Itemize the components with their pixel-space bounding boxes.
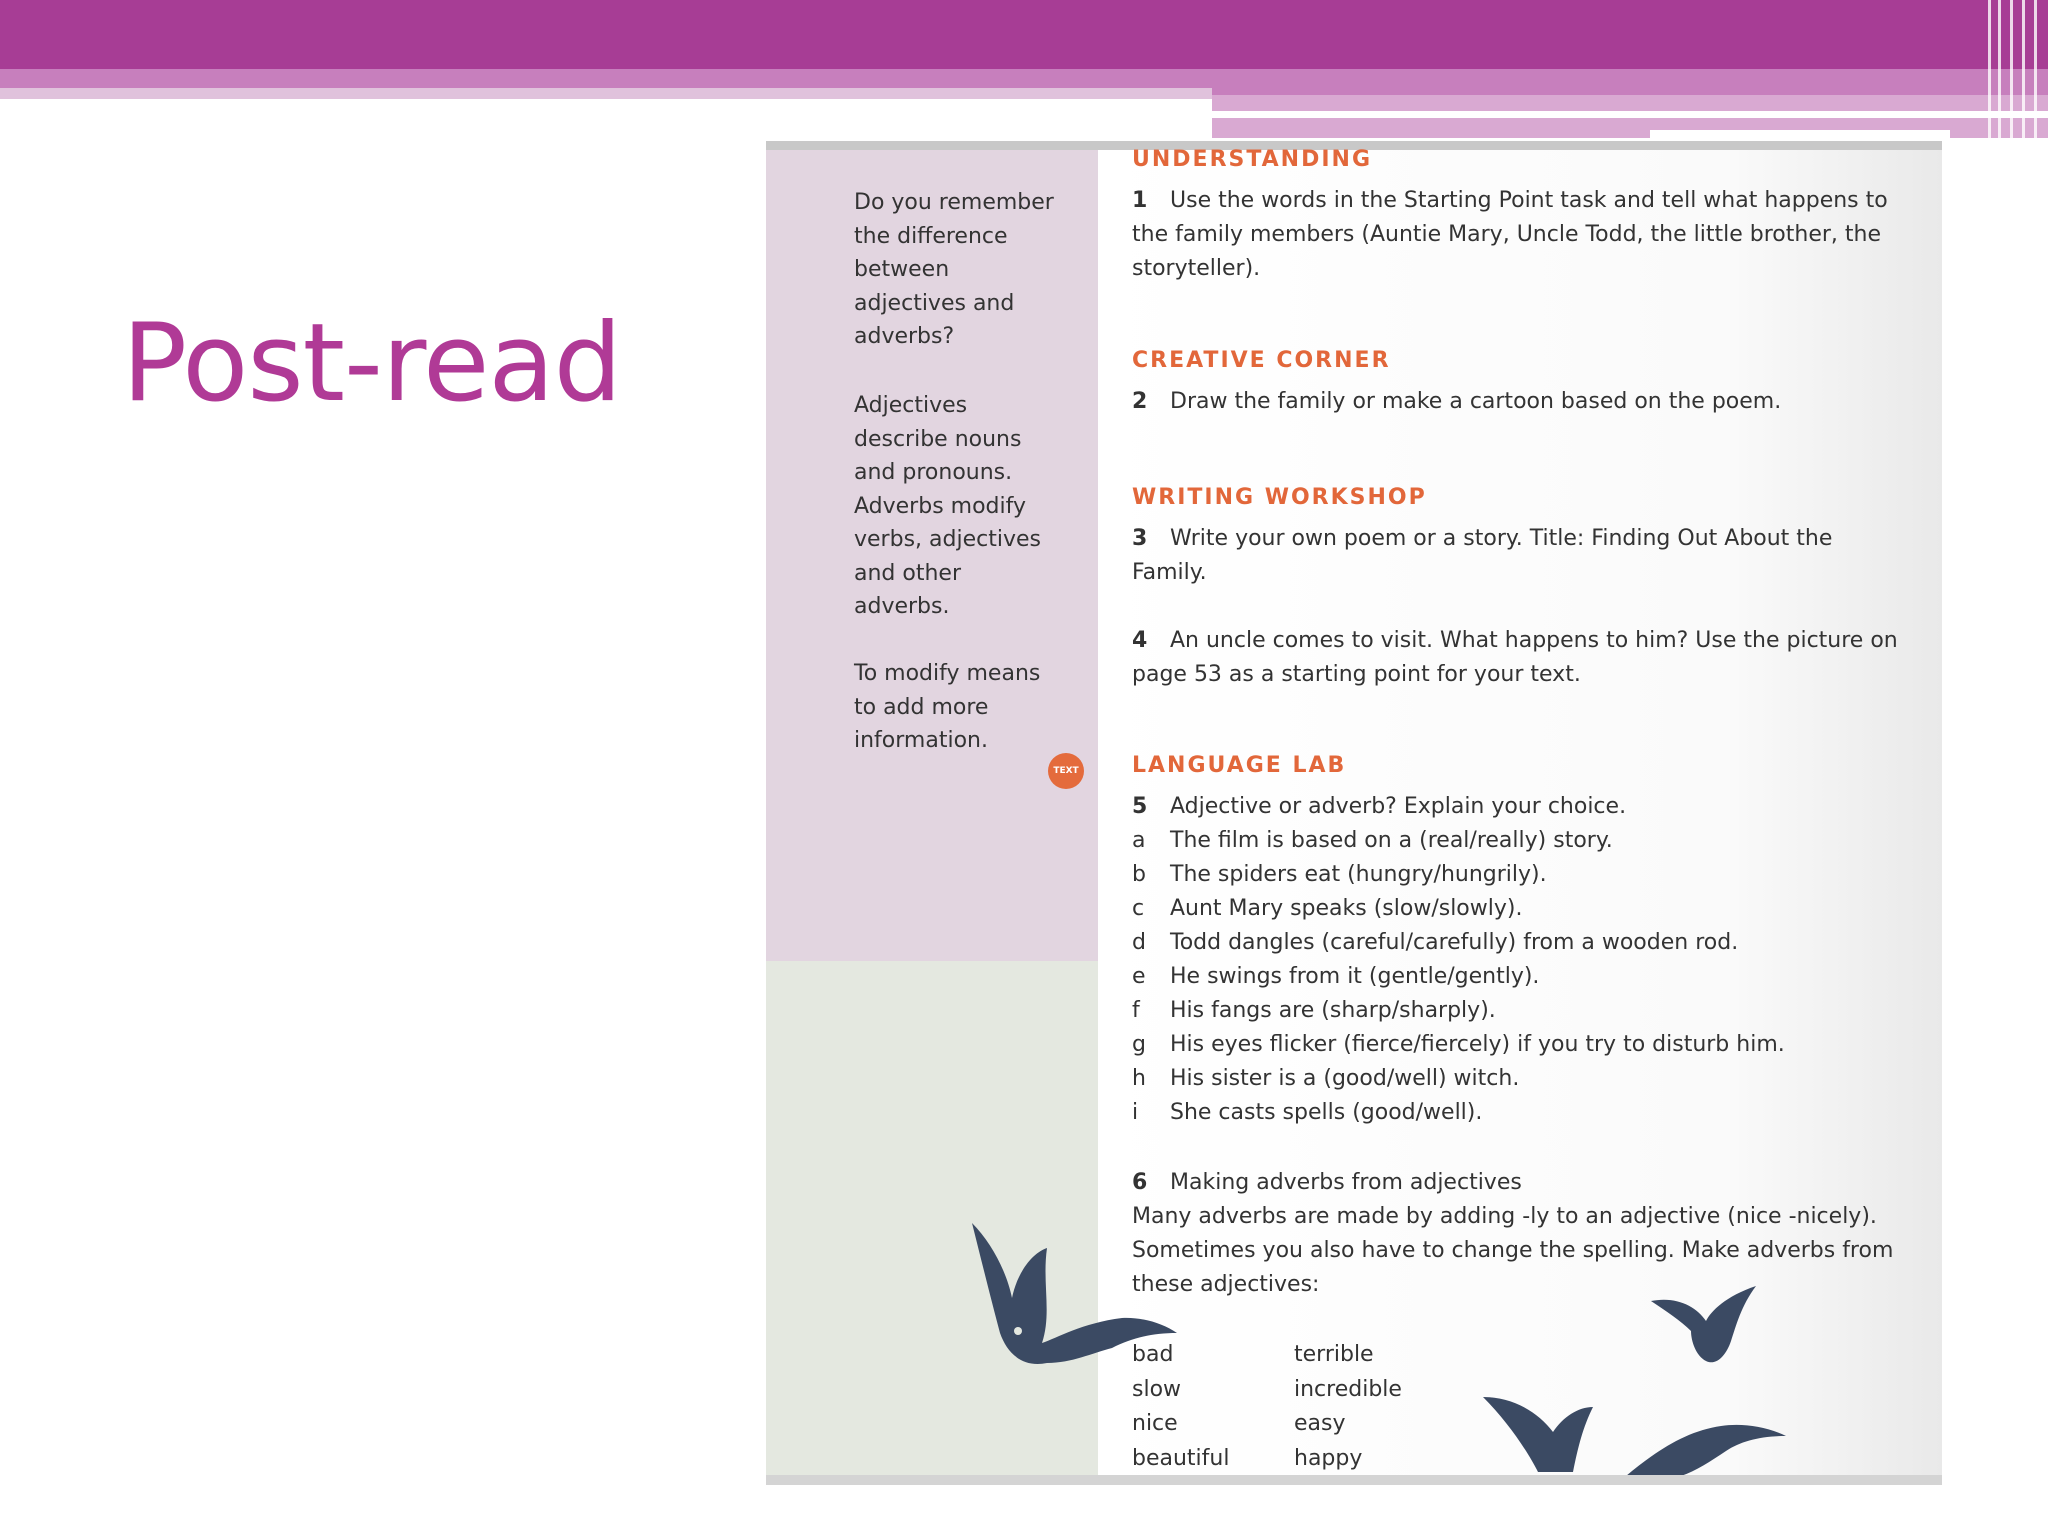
adjective-word: nice: [1132, 1411, 1178, 1436]
task-1: [1132, 184, 1912, 286]
item-text: His fangs are (sharp/sharply).: [1170, 998, 1496, 1023]
task-6: [1132, 1166, 1912, 1302]
bat-illustration: [1478, 1377, 1608, 1477]
adjective-column: [1294, 1338, 1444, 1476]
textbook-page: [766, 141, 1942, 1485]
text-badge: TEXT: [1048, 753, 1084, 789]
item-text: He swings from it (gentle/gently).: [1170, 964, 1540, 989]
task-text: Write your own poem or a story. Title: Finding Out About the Family.: [1132, 526, 1833, 585]
list-item: [1132, 960, 1912, 994]
header-stripe: [2034, 0, 2037, 138]
adjective-word: terrible: [1294, 1342, 1374, 1367]
list-item: [1132, 824, 1912, 858]
header-band-light-right: [1212, 69, 2048, 95]
slide-title: Post-read: [122, 301, 622, 426]
header-divider-line-short: [1650, 130, 1950, 138]
header-stripe: [2010, 0, 2013, 138]
header-band-light: [0, 69, 1212, 88]
task-number: 3: [1132, 526, 1148, 551]
list-item: [1132, 994, 1912, 1028]
margin-note: Do you remember the difference between adjectives and adverbs?: [854, 190, 1054, 349]
item-letter: b: [1132, 862, 1146, 887]
task-body: Many adverbs are made by adding -ly to an adjective (nice -nicely). Sometimes you also have to change the spelling. Make adverbs from these adjectives:: [1132, 1204, 1894, 1297]
adjective-word: incredible: [1294, 1376, 1402, 1402]
header-stripe: [1998, 0, 2001, 138]
adjective-word: beautiful: [1132, 1445, 1230, 1471]
task-5: [1132, 790, 1912, 824]
header-band: [0, 0, 2048, 69]
list-item: [1132, 926, 1912, 960]
task-number: 1: [1132, 188, 1148, 213]
list-item: [1132, 1062, 1912, 1096]
item-letter: f: [1132, 998, 1140, 1023]
item-letter: a: [1132, 828, 1146, 853]
section-heading-understanding: UNDERSTANDING: [1132, 147, 1373, 172]
item-text: His sister is a (good/well) witch.: [1170, 1066, 1520, 1091]
header-stripe: [2022, 0, 2025, 138]
list-item: [1132, 892, 1912, 926]
page-bottom-border: [766, 1475, 1942, 1485]
task-text: An uncle comes to visit. What happens to him? Use the picture on page 53 as a starting point for your text.: [1132, 628, 1898, 687]
item-text: Todd dangles (careful/carefully) from a wooden rod.: [1170, 930, 1739, 955]
section-heading-creative-corner: CREATIVE CORNER: [1132, 348, 1391, 373]
item-text: The film is based on a (real/really) story.: [1170, 828, 1613, 853]
item-text: His eyes flicker (fierce/fiercely) if you try to disturb him.: [1170, 1032, 1785, 1057]
adjective-word: bad: [1132, 1342, 1174, 1367]
task-number: 2: [1132, 389, 1148, 414]
margin-note: Adjectives describe nouns and pronouns. Adverbs modify verbs, adjectives and other adverbs.: [854, 393, 1041, 619]
item-text: She casts spells (good/well).: [1170, 1100, 1483, 1125]
exercise-list: [1132, 824, 1912, 1130]
bat-illustration: [952, 1203, 1182, 1403]
task-3: [1132, 522, 1912, 590]
item-text: Aunt Mary speaks (slow/slowly).: [1170, 896, 1523, 921]
task-number: 6: [1132, 1170, 1148, 1195]
task-4: [1132, 624, 1912, 692]
item-letter: i: [1132, 1100, 1139, 1125]
task-text: Use the words in the Starting Point task and tell what happens to the family members (Auntie Mary, Uncle Todd, the little brother, the storyteller).: [1132, 188, 1888, 281]
item-letter: g: [1132, 1032, 1146, 1057]
item-letter: c: [1132, 896, 1145, 921]
adjective-word: happy: [1294, 1445, 1363, 1471]
bat-illustration: [1646, 1281, 1786, 1371]
header-divider-line: [1212, 111, 1896, 118]
task-text: Making adverbs from adjectives: [1170, 1170, 1522, 1195]
header-band-pale-right: [1212, 95, 2048, 111]
header-stripe: [1988, 0, 1991, 138]
item-text: The spiders eat (hungry/hungrily).: [1170, 862, 1547, 887]
item-letter: e: [1132, 964, 1146, 989]
task-number: 4: [1132, 628, 1148, 653]
task-2: [1132, 385, 1912, 419]
task-number: 5: [1132, 794, 1148, 819]
margin-note: To modify means to add more information.: [854, 661, 1041, 753]
task-text: Adjective or adverb? Explain your choice.: [1170, 794, 1627, 819]
header-band-pale: [0, 88, 1212, 99]
list-item: [1132, 1096, 1912, 1130]
task-text: Draw the family or make a cartoon based on the poem.: [1170, 389, 1782, 414]
item-letter: d: [1132, 930, 1146, 955]
adjective-word: easy: [1294, 1411, 1346, 1436]
list-item: [1132, 1028, 1912, 1062]
list-item: [1132, 858, 1912, 892]
section-heading-language-lab: LANGUAGE LAB: [1132, 753, 1347, 778]
section-heading-writing-workshop: WRITING WORKSHOP: [1132, 485, 1427, 510]
bat-illustration: [1626, 1401, 1786, 1481]
item-letter: h: [1132, 1066, 1146, 1091]
adjective-word: slow: [1132, 1376, 1182, 1402]
